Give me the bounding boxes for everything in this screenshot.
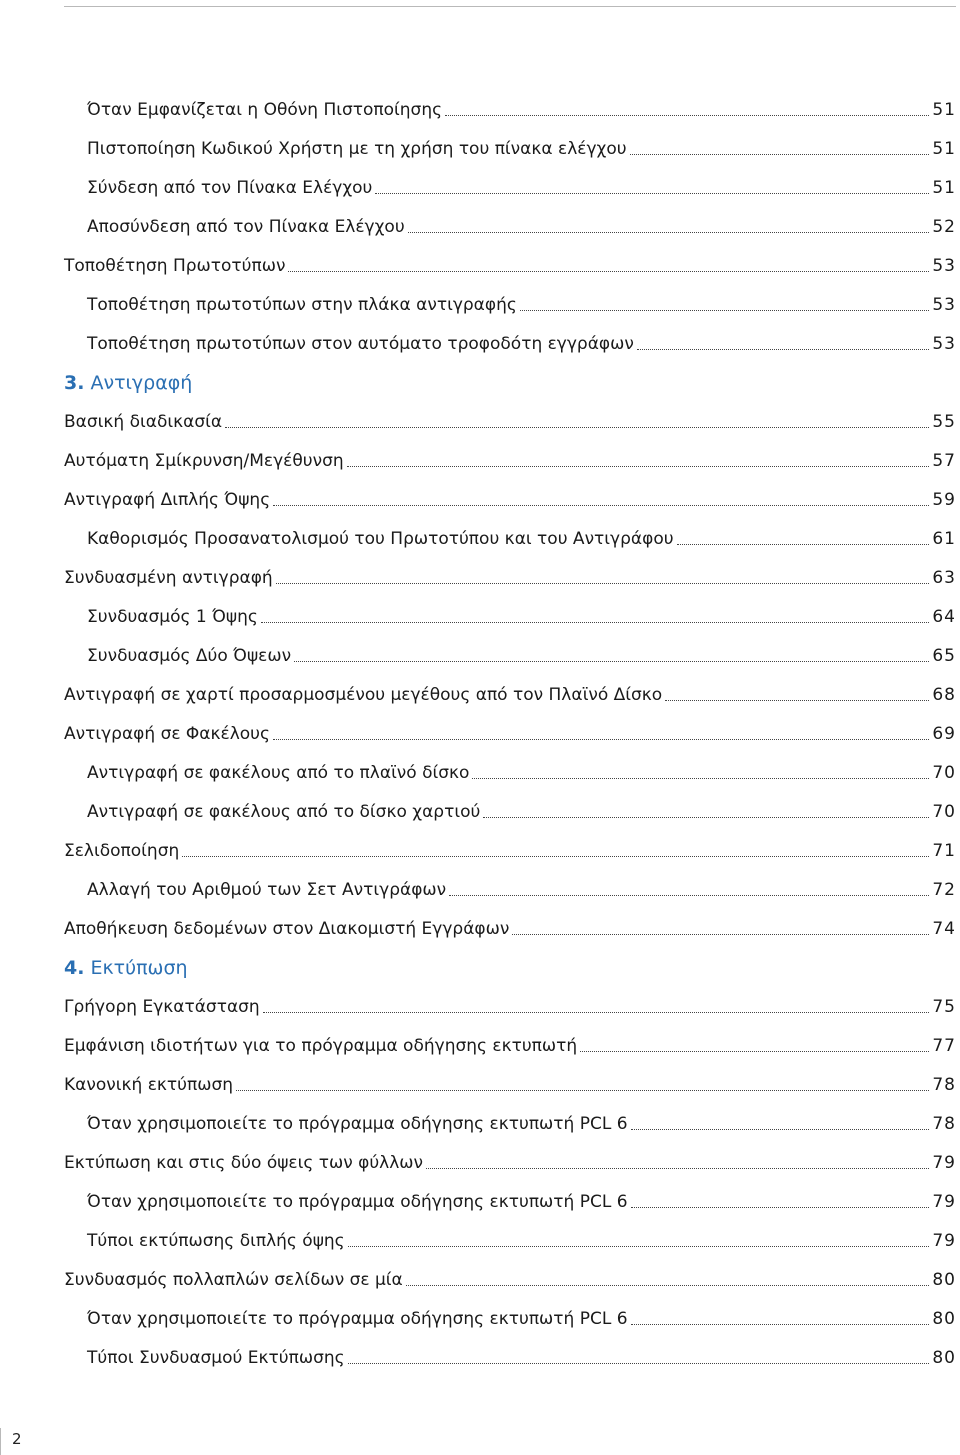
dot-leader bbox=[677, 544, 930, 545]
toc-entry-title: Καθορισμός Προσανατολισμού του Πρωτοτύπου και του Αντιγράφου bbox=[87, 528, 674, 549]
dot-leader bbox=[445, 115, 929, 116]
toc-entry-title: Γρήγορη Εγκατάσταση bbox=[64, 996, 260, 1017]
toc-page-number: 75 bbox=[932, 996, 956, 1017]
toc-entry[interactable] bbox=[64, 1026, 956, 1065]
dot-leader bbox=[273, 505, 929, 506]
toc-entry[interactable] bbox=[64, 831, 956, 870]
dot-leader bbox=[375, 193, 929, 194]
dot-leader bbox=[449, 895, 929, 896]
toc-entry-title: Εκτύπωση και στις δύο όψεις των φύλλων bbox=[64, 1152, 424, 1173]
toc-page-number: 70 bbox=[932, 801, 956, 822]
toc-page-number: 51 bbox=[932, 99, 956, 120]
table-of-contents bbox=[64, 90, 956, 1377]
dot-leader bbox=[665, 700, 929, 701]
toc-entry[interactable] bbox=[64, 246, 956, 285]
footer-divider bbox=[0, 1428, 1, 1455]
toc-entry[interactable] bbox=[64, 987, 956, 1026]
toc-entry-title: Τοποθέτηση πρωτοτύπων στην πλάκα αντιγραφής bbox=[87, 294, 517, 315]
dot-leader bbox=[294, 661, 929, 662]
dot-leader bbox=[406, 1285, 930, 1286]
chapter-title: Αντιγραφή bbox=[90, 371, 193, 394]
toc-entry-title: Όταν χρησιμοποιείτε το πρόγραμμα οδήγησης εκτυπωτή PCL 6 bbox=[87, 1191, 628, 1212]
toc-entry[interactable] bbox=[64, 909, 956, 948]
toc-page-number: 53 bbox=[932, 333, 956, 354]
toc-page-number: 65 bbox=[932, 645, 956, 666]
dot-leader bbox=[236, 1090, 929, 1091]
toc-subentry[interactable] bbox=[64, 1182, 956, 1221]
dot-leader bbox=[261, 622, 929, 623]
toc-page-number: 80 bbox=[932, 1308, 956, 1329]
toc-page-number: 55 bbox=[932, 411, 956, 432]
toc-page-number: 53 bbox=[932, 255, 956, 276]
toc-entry-title: Βασική διαδικασία bbox=[64, 411, 223, 432]
toc-subentry[interactable] bbox=[64, 90, 956, 129]
dot-leader bbox=[276, 583, 930, 584]
toc-subentry[interactable] bbox=[64, 870, 956, 909]
toc-subentry[interactable] bbox=[64, 1104, 956, 1143]
toc-entry-title: Αποθήκευση δεδομένων στον Διακομιστή Εγγράφων bbox=[64, 918, 510, 939]
dot-leader bbox=[426, 1168, 929, 1169]
toc-entry-title: Αντιγραφή σε φακέλους από το δίσκο χαρτιού bbox=[87, 801, 481, 822]
toc-subentry[interactable] bbox=[64, 597, 956, 636]
dot-leader bbox=[631, 1324, 930, 1325]
toc-page-number: 78 bbox=[932, 1113, 956, 1134]
toc-entry-title: Όταν Εμφανίζεται η Οθόνη Πιστοποίησης bbox=[87, 99, 443, 120]
toc-entry-title: Τοποθέτηση Πρωτοτύπων bbox=[64, 255, 286, 276]
toc-entry[interactable] bbox=[64, 1143, 956, 1182]
toc-entry[interactable] bbox=[64, 441, 956, 480]
toc-page-number: 61 bbox=[932, 528, 956, 549]
dot-leader bbox=[580, 1051, 929, 1052]
toc-page-number: 53 bbox=[932, 294, 956, 315]
toc-subentry[interactable] bbox=[64, 1299, 956, 1338]
toc-entry[interactable] bbox=[64, 402, 956, 441]
toc-entry-title: Σύνδεση από τον Πίνακα Ελέγχου bbox=[87, 177, 373, 198]
toc-subentry[interactable] bbox=[64, 1338, 956, 1377]
toc-page-number: 70 bbox=[932, 762, 956, 783]
toc-entry[interactable] bbox=[64, 1065, 956, 1104]
toc-entry-title: Αντιγραφή σε Φακέλους bbox=[64, 723, 271, 744]
toc-page-number: 68 bbox=[932, 684, 956, 705]
chapter-number: 3. bbox=[64, 371, 85, 394]
toc-entry-title: Όταν χρησιμοποιείτε το πρόγραμμα οδήγησης εκτυπωτή PCL 6 bbox=[87, 1113, 628, 1134]
toc-entry[interactable] bbox=[64, 558, 956, 597]
toc-entry-title: Συνδυασμός Δύο Όψεων bbox=[87, 645, 292, 666]
toc-subentry[interactable] bbox=[64, 207, 956, 246]
toc-page-number: 63 bbox=[932, 567, 956, 588]
page-number: 2 bbox=[12, 1430, 22, 1448]
toc-entry-title: Τύποι εκτύπωσης διπλής όψης bbox=[87, 1230, 345, 1251]
toc-entry[interactable] bbox=[64, 714, 956, 753]
chapter-number: 4. bbox=[64, 956, 85, 979]
top-divider bbox=[64, 6, 956, 7]
toc-entry[interactable] bbox=[64, 1260, 956, 1299]
toc-entry-title: Αυτόματη Σμίκρυνση/Μεγέθυνση bbox=[64, 450, 344, 471]
chapter-heading[interactable] bbox=[64, 948, 956, 987]
dot-leader bbox=[630, 154, 930, 155]
toc-entry-title: Συνδυασμός 1 Όψης bbox=[87, 606, 258, 627]
toc-entry-title: Αντιγραφή σε φακέλους από το πλαϊνό δίσκο bbox=[87, 762, 470, 783]
toc-page-number: 52 bbox=[932, 216, 956, 237]
toc-page-number: 80 bbox=[932, 1269, 956, 1290]
toc-page-number: 69 bbox=[932, 723, 956, 744]
dot-leader bbox=[348, 1363, 930, 1364]
dot-leader bbox=[182, 856, 929, 857]
toc-page-number: 80 bbox=[932, 1347, 956, 1368]
chapter-title: Εκτύπωση bbox=[90, 956, 188, 979]
toc-entry-title: Συνδυασμένη αντιγραφή bbox=[64, 567, 273, 588]
toc-subentry[interactable] bbox=[64, 792, 956, 831]
toc-entry-title: Εμφάνιση ιδιοτήτων για το πρόγραμμα οδήγησης εκτυπωτή bbox=[64, 1035, 578, 1056]
dot-leader bbox=[631, 1207, 930, 1208]
toc-page-number: 51 bbox=[932, 177, 956, 198]
dot-leader bbox=[408, 232, 930, 233]
toc-page-number: 51 bbox=[932, 138, 956, 159]
toc-entry-title: Όταν χρησιμοποιείτε το πρόγραμμα οδήγησης εκτυπωτή PCL 6 bbox=[87, 1308, 628, 1329]
toc-page-number: 79 bbox=[932, 1230, 956, 1251]
toc-entry-title: Τοποθέτηση πρωτοτύπων στον αυτόματο τροφοδότη εγγράφων bbox=[87, 333, 634, 354]
toc-entry-title: Τύποι Συνδυασμού Εκτύπωσης bbox=[87, 1347, 345, 1368]
toc-entry-title: Συνδυασμός πολλαπλών σελίδων σε μία bbox=[64, 1269, 403, 1290]
toc-entry-title: Αποσύνδεση από τον Πίνακα Ελέγχου bbox=[87, 216, 405, 237]
toc-entry[interactable] bbox=[64, 480, 956, 519]
toc-page-number: 72 bbox=[932, 879, 956, 900]
toc-entry-title: Αντιγραφή σε χαρτί προσαρμοσμένου μεγέθους από τον Πλαϊνό Δίσκο bbox=[64, 684, 663, 705]
dot-leader bbox=[273, 739, 929, 740]
toc-page-number: 59 bbox=[932, 489, 956, 510]
toc-page-number: 79 bbox=[932, 1152, 956, 1173]
toc-page-number: 74 bbox=[932, 918, 956, 939]
toc-entry-title: Πιστοποίηση Κωδικού Χρήστη με τη χρήση του πίνακα ελέγχου bbox=[87, 138, 627, 159]
toc-subentry[interactable] bbox=[64, 753, 956, 792]
toc-page-number: 57 bbox=[932, 450, 956, 471]
chapter-heading[interactable] bbox=[64, 363, 956, 402]
toc-subentry[interactable] bbox=[64, 129, 956, 168]
toc-subentry[interactable] bbox=[64, 285, 956, 324]
dot-leader bbox=[483, 817, 929, 818]
toc-subentry[interactable] bbox=[64, 168, 956, 207]
dot-leader bbox=[637, 349, 929, 350]
toc-entry-title: Σελιδοποίηση bbox=[64, 840, 180, 861]
dot-leader bbox=[512, 934, 929, 935]
toc-entry[interactable] bbox=[64, 675, 956, 714]
dot-leader bbox=[520, 310, 930, 311]
toc-entry-title: Αντιγραφή Διπλής Όψης bbox=[64, 489, 271, 510]
dot-leader bbox=[631, 1129, 930, 1130]
toc-page-number: 79 bbox=[932, 1191, 956, 1212]
toc-subentry[interactable] bbox=[64, 519, 956, 558]
toc-page-number: 64 bbox=[932, 606, 956, 627]
dot-leader bbox=[348, 1246, 930, 1247]
dot-leader bbox=[472, 778, 929, 779]
toc-page-number: 78 bbox=[932, 1074, 956, 1095]
toc-subentry[interactable] bbox=[64, 1221, 956, 1260]
dot-leader bbox=[347, 466, 930, 467]
toc-subentry[interactable] bbox=[64, 324, 956, 363]
toc-subentry[interactable] bbox=[64, 636, 956, 675]
toc-entry-title: Αλλαγή του Αριθμού των Σετ Αντιγράφων bbox=[87, 879, 447, 900]
dot-leader bbox=[263, 1012, 930, 1013]
toc-page-number: 71 bbox=[932, 840, 956, 861]
toc-entry-title: Κανονική εκτύπωση bbox=[64, 1074, 233, 1095]
toc-page-number: 77 bbox=[932, 1035, 956, 1056]
dot-leader bbox=[288, 271, 929, 272]
dot-leader bbox=[225, 427, 929, 428]
